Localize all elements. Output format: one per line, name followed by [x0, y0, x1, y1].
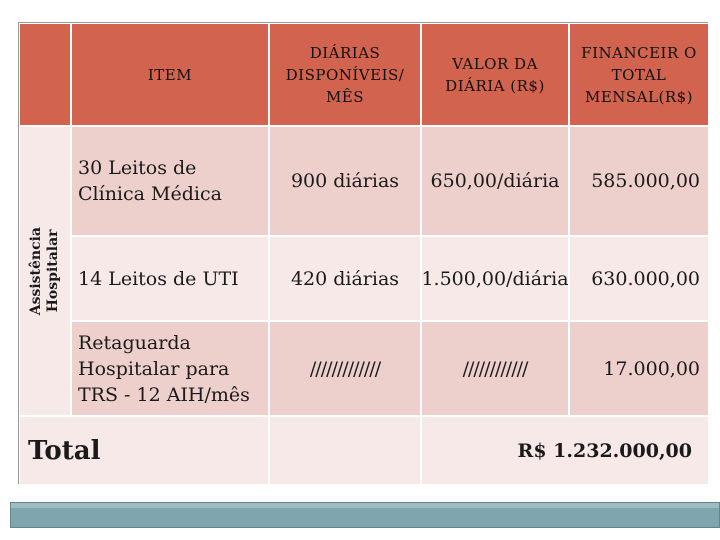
row-1-item: 30 Leitos de Clínica Médica: [71, 126, 269, 236]
budget-table: [18, 22, 708, 484]
header-corner: [19, 23, 71, 126]
row-2-total: 630.000,00: [569, 236, 709, 321]
total-value: R$ 1.232.000,00: [421, 416, 709, 485]
row-3-diarias: /////////////: [269, 321, 421, 416]
row-3-item: Retaguarda Hospitalar para TRS - 12 AIH/mês: [71, 321, 269, 416]
header-total: FINANCEIR O TOTAL MENSAL(R$): [569, 23, 709, 126]
footer-bar: [10, 502, 720, 528]
header-item: ITEM: [71, 23, 269, 126]
total-empty: [269, 416, 421, 485]
header-valor: VALOR DA DIÁRIA (R$): [421, 23, 569, 126]
row-1-valor: 650,00/diária: [421, 126, 569, 236]
row-1-total: 585.000,00: [569, 126, 709, 236]
row-3-valor: ////////////: [421, 321, 569, 416]
side-label-cell: [19, 126, 71, 416]
row-2-item: 14 Leitos de UTI: [71, 236, 269, 321]
row-2-diarias: 420 diárias: [269, 236, 421, 321]
row-3-total: 17.000,00: [569, 321, 709, 416]
row-1-diarias: 900 diárias: [269, 126, 421, 236]
total-label: Total: [19, 416, 269, 485]
header-diarias: DIÁRIAS DISPONÍVEIS/ MÊS: [269, 23, 421, 126]
side-label: Assistência Hospitalar: [28, 226, 61, 316]
row-2-valor: 1.500,00/diária: [421, 236, 569, 321]
